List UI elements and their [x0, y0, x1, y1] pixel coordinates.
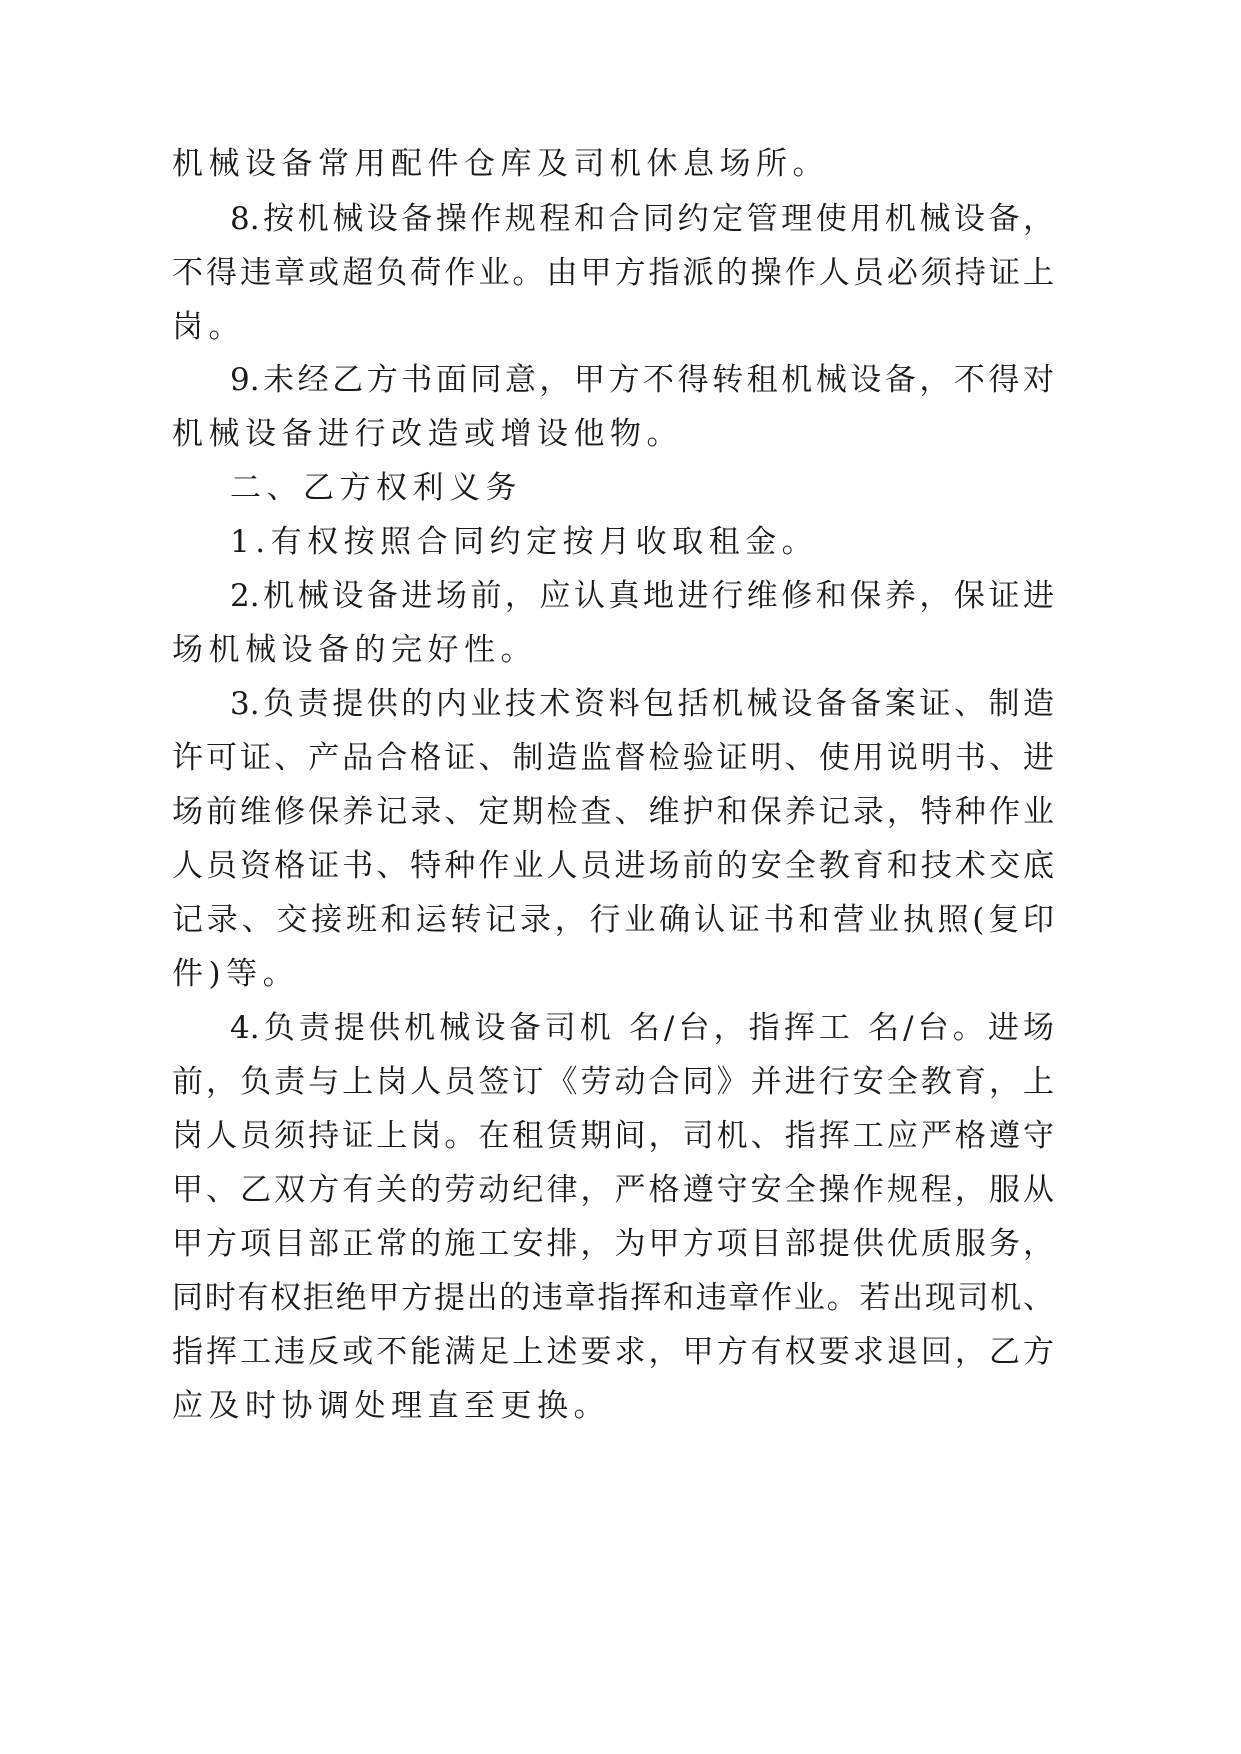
paragraph-3-line-1: 3.负责提供的内业技术资料包括机械设备备案证、制造 — [230, 686, 1054, 722]
text-line: 甲方项目部正常的施工安排，为甲方项目部提供优质服务， — [172, 1226, 1054, 1262]
text-line: 不得违章或超负荷作业。由甲方指派的操作人员必须持证上 — [172, 255, 1054, 291]
paragraph-4-line-1: 4.负责提供机械设备司机 名/台，指挥工 名/台。进场 — [230, 1010, 1054, 1046]
paragraph-9-line-1: 9.未经乙方书面同意，甲方不得转租机械设备，不得对 — [230, 362, 1054, 398]
text-line: 件)等。 — [172, 956, 300, 992]
paragraph-8-line-1: 8.按机械设备操作规程和合同约定管理使用机械设备， — [230, 201, 1054, 237]
text-line: 甲、乙双方有关的劳动纪律，严格遵守安全操作规程，服从 — [172, 1172, 1054, 1208]
section-heading: 二、乙方权利义务 — [230, 470, 522, 506]
text-line: 前，负责与上岗人员签订《劳动合同》并进行安全教育，上 — [172, 1064, 1054, 1100]
text-line: 岗人员须持证上岗。在租赁期间，司机、指挥工应严格遵守 — [172, 1118, 1054, 1154]
text-line: 机械设备常用配件仓库及司机休息场所。 — [172, 146, 829, 182]
text-line: 应及时协调处理直至更换。 — [172, 1388, 610, 1424]
text-line: 许可证、产品合格证、制造监督检验证明、使用说明书、进 — [172, 740, 1054, 776]
text-line: 岗。 — [172, 309, 245, 345]
text-line: 指挥工违反或不能满足上述要求，甲方有权要求退回，乙方 — [172, 1334, 1054, 1370]
text-line: 记录、交接班和运转记录，行业确认证书和营业执照(复印 — [172, 902, 1054, 938]
text-line: 机械设备进行改造或增设他物。 — [172, 416, 683, 452]
text-line: 同时有权拒绝甲方提出的违章指挥和违章作业。若出现司机、 — [172, 1280, 1054, 1316]
paragraph-2-line-1: 2.机械设备进场前，应认真地进行维修和保养，保证进 — [230, 578, 1054, 614]
text-line: 人员资格证书、特种作业人员进场前的安全教育和技术交底 — [172, 848, 1054, 884]
text-line: 场前维修保养记录、定期检查、维护和保养记录，特种作业 — [172, 794, 1054, 830]
text-line: 场机械设备的完好性。 — [172, 632, 537, 668]
paragraph-1: 1.有权按照合同约定按月收取租金。 — [230, 524, 819, 560]
